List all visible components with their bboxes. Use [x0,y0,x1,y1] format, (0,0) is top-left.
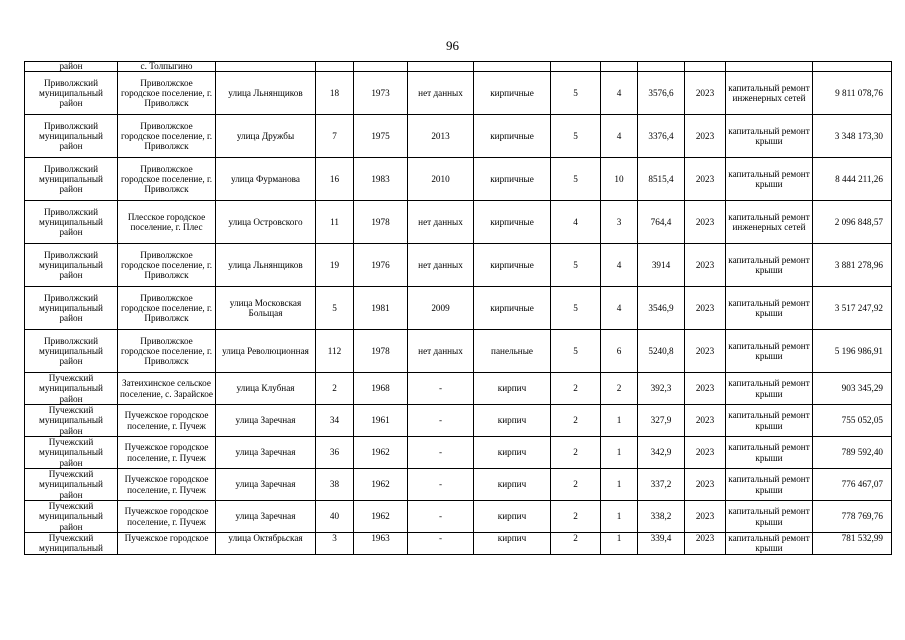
cell-work-type [726,62,813,72]
cell-street: улица Октябрьская [216,533,316,555]
cell-house-number: 3 [316,533,354,555]
cell-built-year: 1978 [354,201,408,244]
table-row [25,201,892,244]
cell-wall-material [474,62,551,72]
cell-district: Приволжский муниципальный район [25,244,118,287]
cell-built-year: 1973 [354,72,408,115]
cell-wall-material: кирпич [474,533,551,555]
cell-area: 392,3 [638,373,685,405]
table-row [25,405,892,437]
cell-built-year: 1968 [354,373,408,405]
cell-plan-year: 2023 [685,501,726,533]
cell-plan-year: 2023 [685,373,726,405]
cell-floors: 2 [551,437,601,469]
cell-wall-material: кирпичные [474,244,551,287]
cell-entrances: 4 [601,72,638,115]
cell-street: улица Фурманова [216,158,316,201]
cell-floors: 2 [551,373,601,405]
table-row-partial [25,62,892,72]
cell-plan-year: 2023 [685,115,726,158]
cell-work-type: капитальный ремонт инженерных сетей [726,72,813,115]
cell-floors: 5 [551,115,601,158]
cell-area: 327,9 [638,405,685,437]
cell-built-year: 1976 [354,244,408,287]
cell-entrances: 2 [601,373,638,405]
cell-cost: 776 467,07 [813,469,892,501]
table-row [25,287,892,330]
cell-built-year: 1981 [354,287,408,330]
cell-area: 3914 [638,244,685,287]
cell-street: улица Льнянщиков [216,244,316,287]
cell-entrances: 1 [601,405,638,437]
cell-settlement: Плесское городское поселение, г. Плес [118,201,216,244]
cell-entrances: 1 [601,501,638,533]
cell-plan-year: 2023 [685,330,726,373]
cell-district: Приволжский муниципальный район [25,115,118,158]
cell-cost: 781 532,99 [813,533,892,555]
cell-last-repair-year: - [408,501,474,533]
cell-area: 3546,9 [638,287,685,330]
table-row [25,437,892,469]
cell-work-type: капитальный ремонт крыши [726,244,813,287]
cell-last-repair-year: - [408,469,474,501]
cell-street: улица Московская Больщая [216,287,316,330]
cell-last-repair-year: нет данных [408,72,474,115]
cell-last-repair-year: - [408,533,474,555]
cell-entrances: 4 [601,287,638,330]
cell-district: Приволжский муниципальный район [25,158,118,201]
cell-street: улица Льнянщиков [216,72,316,115]
cell-entrances: 1 [601,437,638,469]
cell-wall-material: панельные [474,330,551,373]
cell-house-number: 2 [316,373,354,405]
table-row [25,115,892,158]
cell-work-type: капитальный ремонт крыши [726,469,813,501]
cell-floors: 2 [551,533,601,555]
cell-settlement: Пучежское городское [118,533,216,555]
cell-floors [551,62,601,72]
table-row [25,533,892,555]
cell-street: улица Заречная [216,405,316,437]
cell-area: 338,2 [638,501,685,533]
cell-district: Пучежский муниципальный [25,533,118,555]
cell-house-number: 40 [316,501,354,533]
cell-area: 5240,8 [638,330,685,373]
cell-area: 337,2 [638,469,685,501]
cell-house-number: 19 [316,244,354,287]
cell-house-number [316,62,354,72]
cell-house-number: 11 [316,201,354,244]
cell-cost: 789 592,40 [813,437,892,469]
cell-wall-material: кирпич [474,405,551,437]
cell-built-year [354,62,408,72]
cell-last-repair-year: нет данных [408,201,474,244]
cell-district: Приволжский муниципальный район [25,72,118,115]
cell-work-type: капитальный ремонт крыши [726,437,813,469]
cell-cost: 3 517 247,92 [813,287,892,330]
cell-floors: 5 [551,244,601,287]
table-row [25,244,892,287]
cell-built-year: 1963 [354,533,408,555]
cell-cost: 3 348 173,30 [813,115,892,158]
cell-last-repair-year: нет данных [408,330,474,373]
cell-plan-year: 2023 [685,287,726,330]
cell-cost: 778 769,76 [813,501,892,533]
cell-settlement: Приволжское городское поселение, г. Приволжск [118,72,216,115]
cell-built-year: 1983 [354,158,408,201]
cell-last-repair-year [408,62,474,72]
cell-wall-material: кирпич [474,437,551,469]
cell-plan-year: 2023 [685,201,726,244]
page-number: 96 [446,38,459,53]
cell-street [216,62,316,72]
cell-plan-year: 2023 [685,158,726,201]
cell-last-repair-year: нет данных [408,244,474,287]
cell-floors: 5 [551,72,601,115]
cell-plan-year: 2023 [685,469,726,501]
cell-district: Приволжский муниципальный район [25,287,118,330]
table-row [25,501,892,533]
cell-floors: 4 [551,201,601,244]
cell-entrances: 6 [601,330,638,373]
cell-area: 764,4 [638,201,685,244]
cell-entrances: 10 [601,158,638,201]
cell-plan-year: 2023 [685,244,726,287]
cell-house-number: 34 [316,405,354,437]
cell-area: 8515,4 [638,158,685,201]
cell-wall-material: кирпичные [474,201,551,244]
cell-settlement: Приволжское городское поселение, г. Приволжск [118,330,216,373]
cell-street: улица Революционная [216,330,316,373]
cell-wall-material: кирпич [474,373,551,405]
cell-district: Пучежский муниципальный район [25,437,118,469]
cell-area: 339,4 [638,533,685,555]
cell-last-repair-year: 2013 [408,115,474,158]
cell-house-number: 7 [316,115,354,158]
cell-street: улица Заречная [216,469,316,501]
cell-district: Пучежский муниципальный район [25,501,118,533]
cell-work-type: капитальный ремонт крыши [726,373,813,405]
cell-district: район [25,62,118,72]
cell-cost: 755 052,05 [813,405,892,437]
cell-plan-year: 2023 [685,72,726,115]
cell-built-year: 1975 [354,115,408,158]
cell-work-type: капитальный ремонт крыши [726,330,813,373]
cell-settlement: Приволжское городское поселение, г. Приволжск [118,287,216,330]
cell-cost: 2 096 848,57 [813,201,892,244]
cell-entrances: 4 [601,115,638,158]
cell-wall-material: кирпичные [474,287,551,330]
cell-street: улица Клубная [216,373,316,405]
cell-area: 3576,6 [638,72,685,115]
cell-cost: 5 196 986,91 [813,330,892,373]
cell-house-number: 38 [316,469,354,501]
cell-work-type: капитальный ремонт крыши [726,501,813,533]
cell-district: Пучежский муниципальный район [25,405,118,437]
cell-settlement: Пучежское городское поселение, г. Пучеж [118,437,216,469]
cell-district: Приволжский муниципальный район [25,201,118,244]
table-row [25,72,892,115]
cell-entrances: 3 [601,201,638,244]
cell-house-number: 36 [316,437,354,469]
cell-house-number: 16 [316,158,354,201]
cell-entrances: 4 [601,244,638,287]
cell-last-repair-year: 2009 [408,287,474,330]
cell-plan-year: 2023 [685,437,726,469]
cell-area [638,62,685,72]
cell-cost: 8 444 211,26 [813,158,892,201]
cell-cost: 903 345,29 [813,373,892,405]
cell-floors: 5 [551,330,601,373]
cell-entrances: 1 [601,533,638,555]
cell-district: Приволжский муниципальный район [25,330,118,373]
cell-work-type: капитальный ремонт крыши [726,533,813,555]
table-body [25,62,892,555]
cell-entrances [601,62,638,72]
cell-house-number: 5 [316,287,354,330]
cell-work-type: капитальный ремонт крыши [726,158,813,201]
cell-wall-material: кирпичные [474,158,551,201]
cell-settlement: Пучежское городское поселение, г. Пучеж [118,405,216,437]
cell-floors: 5 [551,287,601,330]
cell-built-year: 1978 [354,330,408,373]
cell-cost: 9 811 078,76 [813,72,892,115]
cell-last-repair-year: 2010 [408,158,474,201]
cell-wall-material: кирпичные [474,72,551,115]
cell-settlement: с. Толпыгино [118,62,216,72]
cell-work-type: капитальный ремонт инженерных сетей [726,201,813,244]
cell-street: улица Заречная [216,437,316,469]
cell-floors: 2 [551,501,601,533]
housing-repair-table [24,61,892,555]
cell-work-type: капитальный ремонт крыши [726,115,813,158]
cell-floors: 5 [551,158,601,201]
table-row [25,373,892,405]
cell-built-year: 1962 [354,501,408,533]
cell-district: Пучежский муниципальный район [25,373,118,405]
cell-floors: 2 [551,469,601,501]
table-row [25,158,892,201]
cell-settlement: Пучежское городское поселение, г. Пучеж [118,501,216,533]
cell-settlement: Приволжское городское поселение, г. Приволжск [118,244,216,287]
table-row [25,469,892,501]
cell-wall-material: кирпич [474,469,551,501]
cell-plan-year [685,62,726,72]
cell-settlement: Приволжское городское поселение, г. Приволжск [118,115,216,158]
cell-last-repair-year: - [408,437,474,469]
cell-last-repair-year: - [408,373,474,405]
cell-wall-material: кирпич [474,501,551,533]
cell-floors: 2 [551,405,601,437]
cell-work-type: капитальный ремонт крыши [726,287,813,330]
table-row [25,330,892,373]
cell-built-year: 1961 [354,405,408,437]
cell-last-repair-year: - [408,405,474,437]
cell-plan-year: 2023 [685,405,726,437]
cell-work-type: капитальный ремонт крыши [726,405,813,437]
cell-street: улица Дружбы [216,115,316,158]
cell-built-year: 1962 [354,469,408,501]
cell-house-number: 18 [316,72,354,115]
cell-cost [813,62,892,72]
cell-plan-year: 2023 [685,533,726,555]
cell-cost: 3 881 278,96 [813,244,892,287]
cell-entrances: 1 [601,469,638,501]
cell-settlement: Затеихинское сельское поселение, с. Зарайское [118,373,216,405]
cell-area: 342,9 [638,437,685,469]
cell-settlement: Пучежское городское поселение, г. Пучеж [118,469,216,501]
cell-street: улица Островского [216,201,316,244]
cell-district: Пучежский муниципальный район [25,469,118,501]
cell-wall-material: кирпичные [474,115,551,158]
cell-street: улица Заречная [216,501,316,533]
cell-area: 3376,4 [638,115,685,158]
cell-built-year: 1962 [354,437,408,469]
cell-settlement: Приволжское городское поселение, г. Приволжск [118,158,216,201]
cell-house-number: 112 [316,330,354,373]
